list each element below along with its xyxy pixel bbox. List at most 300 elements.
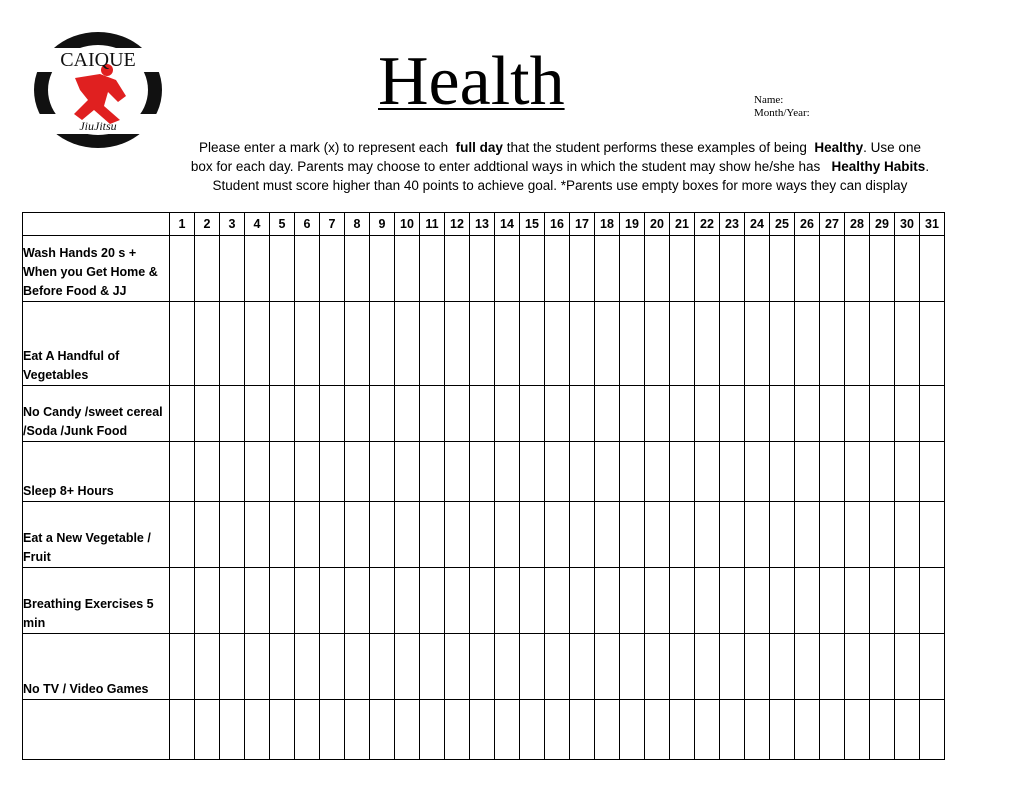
checkbox-cell[interactable] xyxy=(845,568,870,634)
checkbox-cell[interactable] xyxy=(795,386,820,442)
checkbox-cell[interactable] xyxy=(695,700,720,760)
checkbox-cell[interactable] xyxy=(470,302,495,386)
checkbox-cell[interactable] xyxy=(645,568,670,634)
checkbox-cell[interactable] xyxy=(220,386,245,442)
checkbox-cell[interactable] xyxy=(720,634,745,700)
day-header: 16 xyxy=(545,213,570,236)
checkbox-cell[interactable] xyxy=(845,502,870,568)
checkbox-cell[interactable] xyxy=(870,700,895,760)
habit-tracker-table xyxy=(22,212,945,760)
checkbox-cell[interactable] xyxy=(770,302,795,386)
checkbox-cell[interactable] xyxy=(820,442,845,502)
checkbox-cell[interactable] xyxy=(495,700,520,760)
checkbox-cell[interactable] xyxy=(370,502,395,568)
checkbox-cell[interactable] xyxy=(170,442,195,502)
checkbox-cell[interactable] xyxy=(695,442,720,502)
checkbox-cell[interactable] xyxy=(620,700,645,760)
checkbox-cell[interactable] xyxy=(270,634,295,700)
checkbox-cell[interactable] xyxy=(920,700,945,760)
checkbox-cell[interactable] xyxy=(420,442,445,502)
day-header: 19 xyxy=(620,213,645,236)
habit-row xyxy=(23,302,945,386)
checkbox-cell[interactable] xyxy=(195,568,220,634)
checkbox-cell[interactable] xyxy=(695,386,720,442)
student-meta xyxy=(754,94,810,120)
checkbox-cell[interactable] xyxy=(570,634,595,700)
checkbox-cell[interactable] xyxy=(745,502,770,568)
instr-text: box for each day. Parents may choose to enter addtional ways in which the student may show he/she has xyxy=(190,159,821,174)
checkbox-cell[interactable] xyxy=(170,568,195,634)
checkbox-cell[interactable] xyxy=(820,302,845,386)
checkbox-cell[interactable] xyxy=(195,700,220,760)
checkbox-cell[interactable] xyxy=(795,634,820,700)
checkbox-cell[interactable] xyxy=(745,700,770,760)
checkbox-cell[interactable] xyxy=(245,442,270,502)
checkbox-cell[interactable] xyxy=(470,568,495,634)
checkbox-cell[interactable] xyxy=(270,700,295,760)
checkbox-cell[interactable] xyxy=(420,502,445,568)
checkbox-cell[interactable] xyxy=(545,442,570,502)
checkbox-cell[interactable] xyxy=(345,236,370,302)
checkbox-cell[interactable] xyxy=(645,386,670,442)
checkbox-cell[interactable] xyxy=(445,302,470,386)
checkbox-cell[interactable] xyxy=(545,502,570,568)
checkbox-cell[interactable] xyxy=(845,386,870,442)
logo-bottom-text: JiuJitsu xyxy=(79,119,117,133)
day-header: 31 xyxy=(920,213,945,236)
checkbox-cell[interactable] xyxy=(445,568,470,634)
checkbox-cell[interactable] xyxy=(520,442,545,502)
checkbox-cell[interactable] xyxy=(220,568,245,634)
checkbox-cell[interactable] xyxy=(395,236,420,302)
checkbox-cell[interactable] xyxy=(220,502,245,568)
day-header: 17 xyxy=(570,213,595,236)
checkbox-cell[interactable] xyxy=(445,236,470,302)
checkbox-cell[interactable] xyxy=(545,700,570,760)
day-header: 13 xyxy=(470,213,495,236)
checkbox-cell[interactable] xyxy=(895,442,920,502)
checkbox-cell[interactable] xyxy=(770,386,795,442)
checkbox-cell[interactable] xyxy=(570,502,595,568)
page-title: Health xyxy=(378,43,565,120)
checkbox-cell[interactable] xyxy=(420,700,445,760)
checkbox-cell[interactable] xyxy=(245,634,270,700)
instr-text: Please enter a mark (x) to represent each xyxy=(199,140,449,155)
checkbox-cell[interactable] xyxy=(520,236,545,302)
habit-label: Eat A Handful of Vegetables xyxy=(23,302,170,386)
day-header: 29 xyxy=(870,213,895,236)
checkbox-cell[interactable] xyxy=(295,568,320,634)
checkbox-cell[interactable] xyxy=(795,236,820,302)
habit-row xyxy=(23,568,945,634)
checkbox-cell[interactable] xyxy=(745,386,770,442)
day-header: 11 xyxy=(420,213,445,236)
checkbox-cell[interactable] xyxy=(645,236,670,302)
checkbox-cell[interactable] xyxy=(770,700,795,760)
day-header: 12 xyxy=(445,213,470,236)
day-header: 6 xyxy=(295,213,320,236)
checkbox-cell[interactable] xyxy=(820,634,845,700)
checkbox-cell[interactable] xyxy=(195,634,220,700)
checkbox-cell[interactable] xyxy=(195,442,220,502)
checkbox-cell[interactable] xyxy=(695,634,720,700)
checkbox-cell[interactable] xyxy=(345,502,370,568)
checkbox-cell[interactable] xyxy=(370,442,395,502)
checkbox-cell[interactable] xyxy=(270,502,295,568)
checkbox-cell[interactable] xyxy=(895,568,920,634)
checkbox-cell[interactable] xyxy=(720,442,745,502)
checkbox-cell[interactable] xyxy=(370,568,395,634)
checkbox-cell[interactable] xyxy=(370,302,395,386)
checkbox-cell[interactable] xyxy=(695,236,720,302)
checkbox-cell[interactable] xyxy=(495,442,520,502)
checkbox-cell[interactable] xyxy=(470,634,495,700)
day-header: 23 xyxy=(720,213,745,236)
checkbox-cell[interactable] xyxy=(495,568,520,634)
checkbox-cell[interactable] xyxy=(495,502,520,568)
checkbox-cell[interactable] xyxy=(870,302,895,386)
checkbox-cell[interactable] xyxy=(870,236,895,302)
checkbox-cell[interactable] xyxy=(245,502,270,568)
checkbox-cell[interactable] xyxy=(845,700,870,760)
checkbox-cell[interactable] xyxy=(745,236,770,302)
checkbox-cell[interactable] xyxy=(445,700,470,760)
habit-label: No Candy /sweet cereal /Soda /Junk Food xyxy=(23,386,170,442)
instr-text: . Use one xyxy=(863,140,921,155)
checkbox-cell[interactable] xyxy=(170,302,195,386)
checkbox-cell[interactable] xyxy=(370,386,395,442)
checkbox-cell[interactable] xyxy=(695,568,720,634)
day-header: 28 xyxy=(845,213,870,236)
checkbox-cell[interactable] xyxy=(720,302,745,386)
checkbox-cell[interactable] xyxy=(220,236,245,302)
checkbox-cell[interactable] xyxy=(470,442,495,502)
checkbox-cell[interactable] xyxy=(720,568,745,634)
checkbox-cell[interactable] xyxy=(170,700,195,760)
checkbox-cell[interactable] xyxy=(770,634,795,700)
checkbox-cell[interactable] xyxy=(470,700,495,760)
checkbox-cell[interactable] xyxy=(320,442,345,502)
checkbox-cell[interactable] xyxy=(570,568,595,634)
checkbox-cell[interactable] xyxy=(620,442,645,502)
day-header: 2 xyxy=(195,213,220,236)
day-header: 21 xyxy=(670,213,695,236)
checkbox-cell[interactable] xyxy=(620,634,645,700)
checkbox-cell[interactable] xyxy=(670,236,695,302)
day-header: 10 xyxy=(395,213,420,236)
checkbox-cell[interactable] xyxy=(770,236,795,302)
checkbox-cell[interactable] xyxy=(195,236,220,302)
checkbox-cell[interactable] xyxy=(495,302,520,386)
checkbox-cell[interactable] xyxy=(270,442,295,502)
checkbox-cell[interactable] xyxy=(770,442,795,502)
checkbox-cell[interactable] xyxy=(745,634,770,700)
checkbox-cell[interactable] xyxy=(520,386,545,442)
checkbox-cell[interactable] xyxy=(645,700,670,760)
instr-emphasis: Healthy Habits xyxy=(831,159,926,174)
checkbox-cell[interactable] xyxy=(170,386,195,442)
checkbox-cell[interactable] xyxy=(295,302,320,386)
checkbox-cell[interactable] xyxy=(745,442,770,502)
checkbox-cell[interactable] xyxy=(845,302,870,386)
checkbox-cell[interactable] xyxy=(345,700,370,760)
checkbox-cell[interactable] xyxy=(620,502,645,568)
checkbox-cell[interactable] xyxy=(620,386,645,442)
checkbox-cell[interactable] xyxy=(345,442,370,502)
checkbox-cell[interactable] xyxy=(895,386,920,442)
checkbox-cell[interactable] xyxy=(795,502,820,568)
checkbox-cell[interactable] xyxy=(845,236,870,302)
day-header: 3 xyxy=(220,213,245,236)
habit-row xyxy=(23,700,945,760)
habit-row xyxy=(23,442,945,502)
checkbox-cell[interactable] xyxy=(620,236,645,302)
checkbox-cell[interactable] xyxy=(270,302,295,386)
checkbox-cell[interactable] xyxy=(895,634,920,700)
checkbox-cell[interactable] xyxy=(395,700,420,760)
checkbox-cell[interactable] xyxy=(520,634,545,700)
checkbox-cell[interactable] xyxy=(895,700,920,760)
checkbox-cell[interactable] xyxy=(420,302,445,386)
checkbox-cell[interactable] xyxy=(245,386,270,442)
checkbox-cell[interactable] xyxy=(570,236,595,302)
checkbox-cell[interactable] xyxy=(645,634,670,700)
checkbox-cell[interactable] xyxy=(545,386,570,442)
checkbox-cell[interactable] xyxy=(720,502,745,568)
checkbox-cell[interactable] xyxy=(395,386,420,442)
checkbox-cell[interactable] xyxy=(670,386,695,442)
checkbox-cell[interactable] xyxy=(570,302,595,386)
instr-emphasis: full day xyxy=(455,140,503,155)
checkbox-cell[interactable] xyxy=(920,442,945,502)
day-header: 14 xyxy=(495,213,520,236)
checkbox-cell[interactable] xyxy=(270,568,295,634)
checkbox-cell[interactable] xyxy=(870,386,895,442)
checkbox-cell[interactable] xyxy=(345,634,370,700)
checkbox-cell[interactable] xyxy=(920,386,945,442)
checkbox-cell[interactable] xyxy=(920,236,945,302)
checkbox-cell[interactable] xyxy=(395,302,420,386)
checkbox-cell[interactable] xyxy=(645,502,670,568)
checkbox-cell[interactable] xyxy=(920,634,945,700)
checkbox-cell[interactable] xyxy=(720,236,745,302)
checkbox-cell[interactable] xyxy=(470,386,495,442)
checkbox-cell[interactable] xyxy=(845,442,870,502)
habit-label: Wash Hands 20 s + When you Get Home & Before Food & JJ xyxy=(23,236,170,302)
checkbox-cell[interactable] xyxy=(220,700,245,760)
checkbox-cell[interactable] xyxy=(245,568,270,634)
checkbox-cell[interactable] xyxy=(870,442,895,502)
checkbox-cell[interactable] xyxy=(495,634,520,700)
checkbox-cell[interactable] xyxy=(795,568,820,634)
checkbox-cell[interactable] xyxy=(295,502,320,568)
checkbox-cell[interactable] xyxy=(545,302,570,386)
checkbox-cell[interactable] xyxy=(670,700,695,760)
checkbox-cell[interactable] xyxy=(870,502,895,568)
checkbox-cell[interactable] xyxy=(670,568,695,634)
day-header: 26 xyxy=(795,213,820,236)
checkbox-cell[interactable] xyxy=(170,634,195,700)
checkbox-cell[interactable] xyxy=(420,634,445,700)
checkbox-cell[interactable] xyxy=(370,634,395,700)
checkbox-cell[interactable] xyxy=(195,502,220,568)
checkbox-cell[interactable] xyxy=(270,236,295,302)
checkbox-cell[interactable] xyxy=(245,302,270,386)
checkbox-cell[interactable] xyxy=(220,302,245,386)
checkbox-cell[interactable] xyxy=(670,502,695,568)
habit-row xyxy=(23,236,945,302)
checkbox-cell[interactable] xyxy=(570,700,595,760)
checkbox-cell[interactable] xyxy=(920,502,945,568)
logo-top-text: CAIQUE xyxy=(60,49,136,71)
checkbox-cell[interactable] xyxy=(470,236,495,302)
checkbox-cell[interactable] xyxy=(670,634,695,700)
checkbox-cell[interactable] xyxy=(370,236,395,302)
habit-label: Sleep 8+ Hours xyxy=(23,442,170,502)
checkbox-cell[interactable] xyxy=(545,634,570,700)
checkbox-cell[interactable] xyxy=(220,634,245,700)
habit-row xyxy=(23,386,945,442)
checkbox-cell[interactable] xyxy=(320,386,345,442)
checkbox-cell[interactable] xyxy=(445,634,470,700)
logo-emblem-icon xyxy=(30,28,166,152)
checkbox-cell[interactable] xyxy=(395,568,420,634)
checkbox-cell[interactable] xyxy=(645,442,670,502)
checkbox-cell[interactable] xyxy=(870,634,895,700)
checkbox-cell[interactable] xyxy=(320,568,345,634)
checkbox-cell[interactable] xyxy=(720,700,745,760)
checkbox-cell[interactable] xyxy=(545,568,570,634)
checkbox-cell[interactable] xyxy=(395,442,420,502)
checkbox-cell[interactable] xyxy=(820,700,845,760)
checkbox-cell[interactable] xyxy=(870,568,895,634)
checkbox-cell[interactable] xyxy=(445,442,470,502)
checkbox-cell[interactable] xyxy=(420,236,445,302)
checkbox-cell[interactable] xyxy=(920,568,945,634)
checkbox-cell[interactable] xyxy=(320,302,345,386)
checkbox-cell[interactable] xyxy=(795,700,820,760)
checkbox-cell[interactable] xyxy=(745,568,770,634)
checkbox-cell[interactable] xyxy=(620,302,645,386)
checkbox-cell[interactable] xyxy=(220,442,245,502)
checkbox-cell[interactable] xyxy=(895,302,920,386)
checkbox-cell[interactable] xyxy=(895,236,920,302)
checkbox-cell[interactable] xyxy=(470,502,495,568)
checkbox-cell[interactable] xyxy=(595,386,620,442)
checkbox-cell[interactable] xyxy=(845,634,870,700)
checkbox-cell[interactable] xyxy=(270,386,295,442)
checkbox-cell[interactable] xyxy=(595,568,620,634)
checkbox-cell[interactable] xyxy=(295,700,320,760)
checkbox-cell[interactable] xyxy=(520,568,545,634)
checkbox-cell[interactable] xyxy=(770,502,795,568)
day-header-row xyxy=(23,213,945,236)
checkbox-cell[interactable] xyxy=(170,236,195,302)
checkbox-cell[interactable] xyxy=(820,236,845,302)
checkbox-cell[interactable] xyxy=(920,302,945,386)
checkbox-cell[interactable] xyxy=(295,236,320,302)
checkbox-cell[interactable] xyxy=(320,502,345,568)
checkbox-cell[interactable] xyxy=(570,386,595,442)
checkbox-cell[interactable] xyxy=(295,386,320,442)
day-header: 30 xyxy=(895,213,920,236)
checkbox-cell[interactable] xyxy=(445,386,470,442)
checkbox-cell[interactable] xyxy=(645,302,670,386)
checkbox-cell[interactable] xyxy=(295,442,320,502)
checkbox-cell[interactable] xyxy=(670,302,695,386)
checkbox-cell[interactable] xyxy=(345,302,370,386)
checkbox-cell[interactable] xyxy=(520,700,545,760)
checkbox-cell[interactable] xyxy=(345,568,370,634)
checkbox-cell[interactable] xyxy=(595,442,620,502)
instructions-line-1 xyxy=(165,138,955,157)
checkbox-cell[interactable] xyxy=(820,386,845,442)
checkbox-cell[interactable] xyxy=(695,502,720,568)
checkbox-cell[interactable] xyxy=(795,302,820,386)
checkbox-cell[interactable] xyxy=(595,302,620,386)
instructions-line-2 xyxy=(165,157,955,176)
checkbox-cell[interactable] xyxy=(445,502,470,568)
month-year-label: Month/Year: xyxy=(754,107,810,119)
day-header: 27 xyxy=(820,213,845,236)
checkbox-cell[interactable] xyxy=(595,700,620,760)
checkbox-cell[interactable] xyxy=(770,568,795,634)
habit-row xyxy=(23,634,945,700)
checkbox-cell[interactable] xyxy=(395,634,420,700)
checkbox-cell[interactable] xyxy=(545,236,570,302)
checkbox-cell[interactable] xyxy=(595,634,620,700)
checkbox-cell[interactable] xyxy=(320,236,345,302)
checkbox-cell[interactable] xyxy=(895,502,920,568)
instructions xyxy=(165,138,955,195)
day-header: 24 xyxy=(745,213,770,236)
checkbox-cell[interactable] xyxy=(720,386,745,442)
checkbox-cell[interactable] xyxy=(420,568,445,634)
checkbox-cell[interactable] xyxy=(245,700,270,760)
checkbox-cell[interactable] xyxy=(820,502,845,568)
checkbox-cell[interactable] xyxy=(795,442,820,502)
checkbox-cell[interactable] xyxy=(745,302,770,386)
checkbox-cell[interactable] xyxy=(195,302,220,386)
instr-text: . xyxy=(925,159,930,174)
checkbox-cell[interactable] xyxy=(320,634,345,700)
habit-label: No TV / Video Games xyxy=(23,634,170,700)
checkbox-cell[interactable] xyxy=(295,634,320,700)
checkbox-cell[interactable] xyxy=(420,386,445,442)
checkbox-cell[interactable] xyxy=(595,502,620,568)
checkbox-cell[interactable] xyxy=(495,236,520,302)
checkbox-cell[interactable] xyxy=(495,386,520,442)
day-header: 4 xyxy=(245,213,270,236)
checkbox-cell[interactable] xyxy=(520,502,545,568)
checkbox-cell[interactable] xyxy=(595,236,620,302)
checkbox-cell[interactable] xyxy=(395,502,420,568)
checkbox-cell[interactable] xyxy=(670,442,695,502)
habit-label: Eat a New Vegetable / Fruit xyxy=(23,502,170,568)
checkbox-cell[interactable] xyxy=(620,568,645,634)
checkbox-cell[interactable] xyxy=(320,700,345,760)
checkbox-cell[interactable] xyxy=(820,568,845,634)
checkbox-cell[interactable] xyxy=(170,502,195,568)
habit-label: Breathing Exercises 5 min xyxy=(23,568,170,634)
checkbox-cell[interactable] xyxy=(245,236,270,302)
checkbox-cell[interactable] xyxy=(370,700,395,760)
checkbox-cell[interactable] xyxy=(570,442,595,502)
checkbox-cell[interactable] xyxy=(195,386,220,442)
checkbox-cell[interactable] xyxy=(345,386,370,442)
checkbox-cell[interactable] xyxy=(695,302,720,386)
checkbox-cell[interactable] xyxy=(520,302,545,386)
